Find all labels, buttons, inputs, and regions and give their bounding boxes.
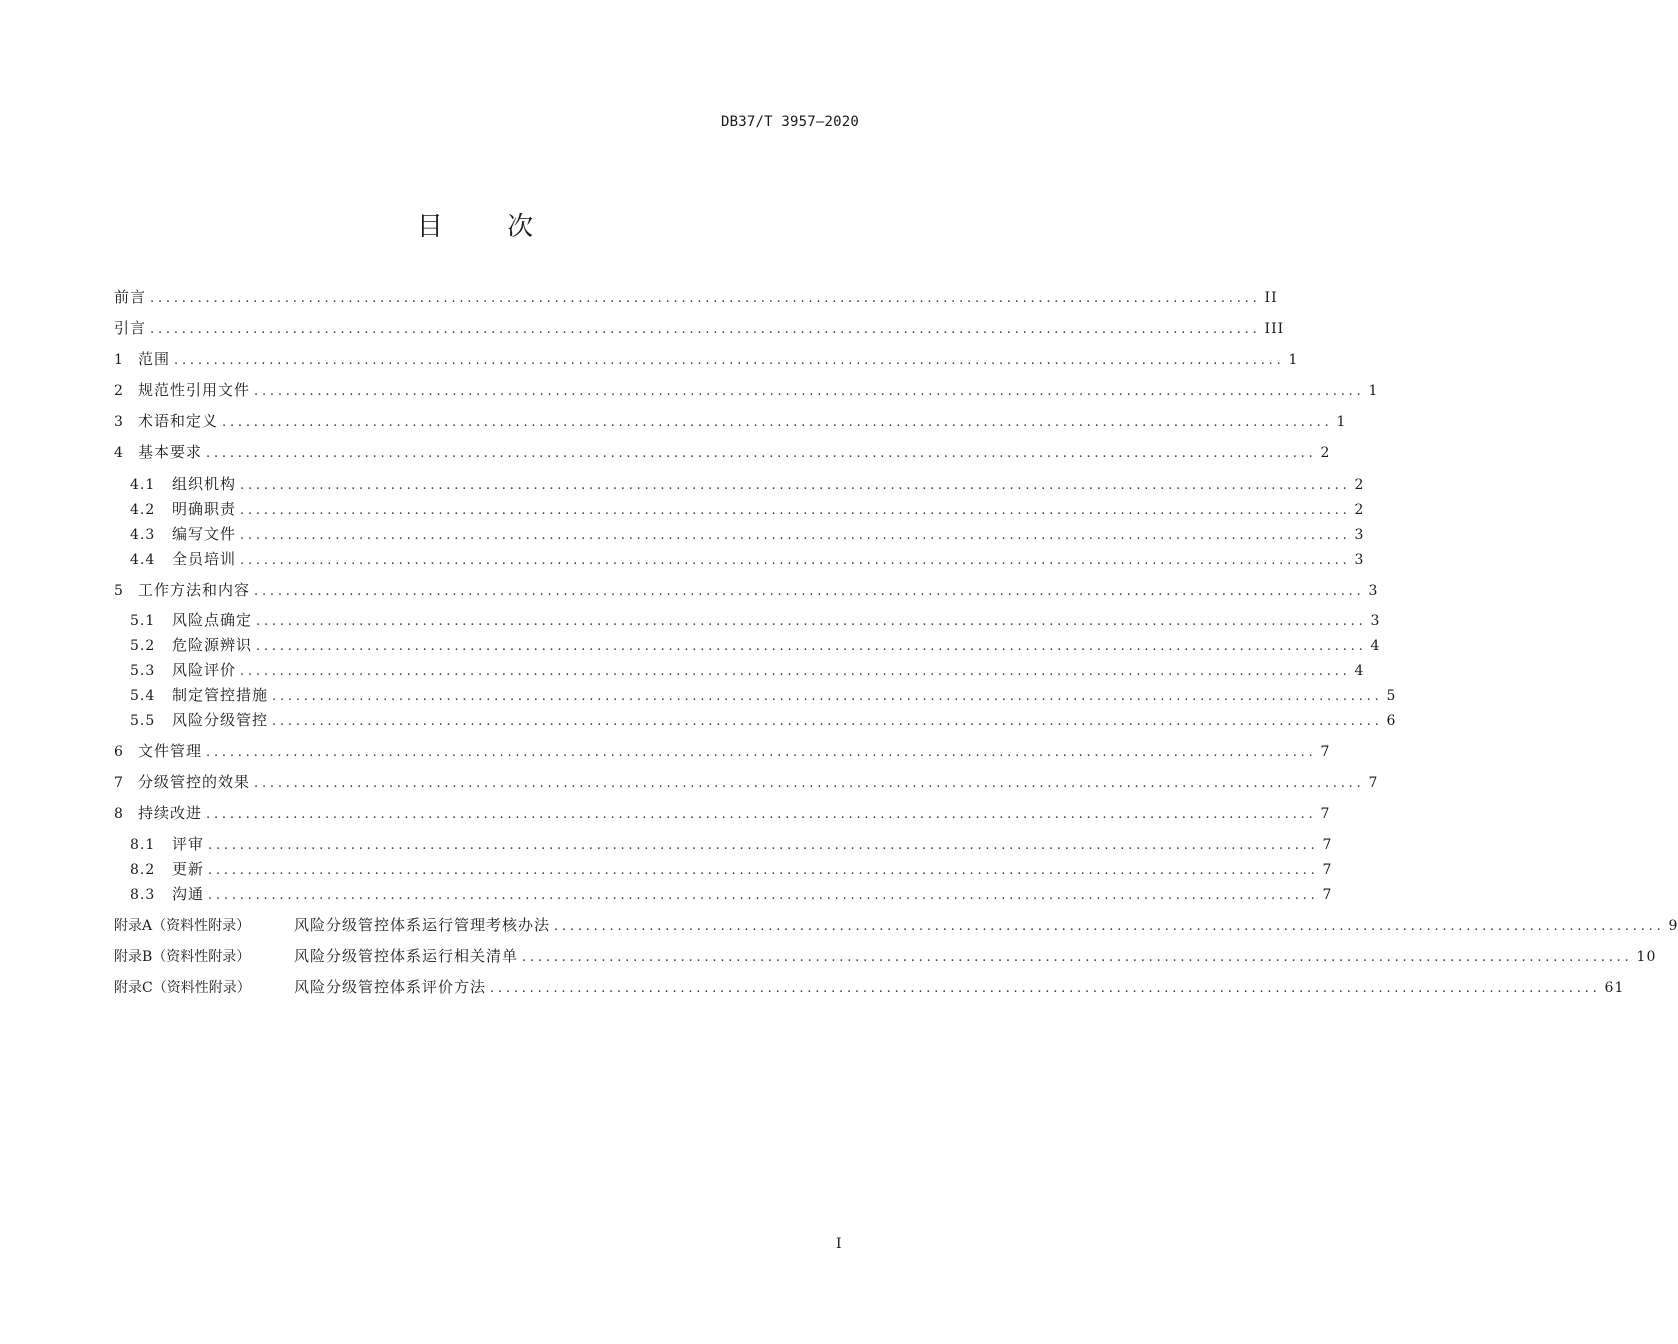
toc-dot-leader: ............................................................................................................................................ xyxy=(174,353,1285,368)
toc-entry-number: 3 xyxy=(114,414,123,430)
toc-entry-page: III xyxy=(1264,321,1285,337)
toc-entry[interactable] xyxy=(114,441,1331,463)
toc-entry[interactable] xyxy=(114,802,1331,824)
toc-entry-label: 风险分级管控体系运行相关清单 xyxy=(294,947,519,965)
toc-entry-page: 3 xyxy=(1368,583,1379,599)
toc-dot-leader: ............................................................................................................................................ xyxy=(490,981,1601,996)
toc-entry-number: 4.3 xyxy=(130,527,156,543)
toc-entry-page: 10 xyxy=(1636,949,1657,965)
toc-entry-page: 7 xyxy=(1320,744,1331,760)
toc-entry[interactable] xyxy=(114,317,1285,339)
toc-entry-label: 引言 xyxy=(114,319,147,337)
toc-entry-number: 8 xyxy=(114,806,123,822)
toc-dot-leader: ............................................................................................................................................ xyxy=(240,664,1351,679)
toc-dot-leader: ............................................................................................................................................ xyxy=(254,584,1365,599)
toc-entry-label: 风险分级管控体系评价方法 xyxy=(294,978,487,996)
toc-entry-page: 2 xyxy=(1320,445,1331,461)
toc-entry[interactable] xyxy=(114,883,1333,905)
toc-dot-leader: ............................................................................................................................................ xyxy=(240,528,1351,543)
toc-dot-leader: ............................................................................................................................................ xyxy=(272,714,1383,729)
toc-entry-label: 持续改进 xyxy=(138,804,203,822)
toc-entry-page: 6 xyxy=(1386,713,1397,729)
toc-dot-leader: ............................................................................................................................................ xyxy=(272,689,1383,704)
toc-entry-page: 61 xyxy=(1604,980,1625,996)
toc-entry-number: 5.3 xyxy=(130,663,156,679)
toc-dot-leader: ............................................................................................................................................ xyxy=(208,838,1319,853)
toc-entry[interactable] xyxy=(114,684,1397,706)
toc-entry[interactable] xyxy=(114,945,1657,967)
toc-entry-label: 风险评价 xyxy=(172,661,237,679)
toc-entry-label: 规范性引用文件 xyxy=(138,381,251,399)
toc-entry-label: 组织机构 xyxy=(172,475,237,493)
toc-entry-number: 5.2 xyxy=(130,638,156,654)
toc-dot-leader: ............................................................................................................................................ xyxy=(254,776,1365,791)
toc-entry[interactable] xyxy=(114,771,1379,793)
toc-entry-page: 3 xyxy=(1354,552,1365,568)
document-code: DB37/T 3957—2020 xyxy=(720,114,859,130)
toc-entry-page: 7 xyxy=(1322,887,1333,903)
toc-entry[interactable] xyxy=(114,348,1299,370)
toc-entry-page: II xyxy=(1264,290,1278,306)
toc-entry-label: 制定管控措施 xyxy=(172,686,269,704)
toc-entry[interactable] xyxy=(114,609,1381,631)
page-number: I xyxy=(836,1236,842,1252)
toc-entry[interactable] xyxy=(114,740,1331,762)
toc-entry-number: 1 xyxy=(114,352,123,368)
toc-entry[interactable] xyxy=(114,548,1365,570)
toc-entry-page: 2 xyxy=(1354,477,1365,493)
toc-entry-page: 4 xyxy=(1354,663,1365,679)
toc-entry-label: 风险分级管控 xyxy=(172,711,269,729)
toc-entry-number: 8.2 xyxy=(130,862,156,878)
toc-entry-number: 附录B（资料性附录） xyxy=(114,949,251,965)
toc-entry[interactable] xyxy=(114,709,1397,731)
toc-dot-leader: ............................................................................................................................................ xyxy=(222,415,1333,430)
toc-entry-page: 7 xyxy=(1368,775,1379,791)
toc-entry-number: 4.4 xyxy=(130,552,156,568)
toc-entry-label: 工作方法和内容 xyxy=(138,581,251,599)
toc-entry-label: 分级管控的效果 xyxy=(138,773,251,791)
toc-entry-number: 5.1 xyxy=(130,613,156,629)
toc-entry-number: 5 xyxy=(114,583,123,599)
toc-dot-leader: ............................................................................................................................................ xyxy=(208,863,1319,878)
toc-entry[interactable] xyxy=(114,858,1333,880)
toc-entry[interactable] xyxy=(114,286,1278,308)
toc-entry-number: 5.5 xyxy=(130,713,156,729)
toc-entry[interactable] xyxy=(114,523,1365,545)
toc-entry-number: 7 xyxy=(114,775,123,791)
toc-entry-number: 4 xyxy=(114,445,123,461)
toc-entry[interactable] xyxy=(114,976,1625,998)
toc-entry-page: 1 xyxy=(1288,352,1299,368)
toc-entry[interactable] xyxy=(114,379,1379,401)
toc-entry[interactable] xyxy=(114,498,1365,520)
toc-entry-label: 危险源辨识 xyxy=(172,636,253,654)
toc-entry-label: 更新 xyxy=(172,860,205,878)
toc-entry-number: 8.1 xyxy=(130,837,156,853)
toc-entry-page: 1 xyxy=(1368,383,1379,399)
toc-dot-leader: ............................................................................................................................................ xyxy=(240,478,1351,493)
toc-entry-page: 7 xyxy=(1322,862,1333,878)
toc-entry[interactable] xyxy=(114,634,1381,656)
toc-dot-leader: ............................................................................................................................................ xyxy=(206,807,1317,822)
toc-dot-leader: ............................................................................................................................................ xyxy=(240,553,1351,568)
toc-dot-leader: ............................................................................................................................................ xyxy=(240,503,1351,518)
toc-entry-label: 沟通 xyxy=(172,885,205,903)
toc-entry[interactable] xyxy=(114,473,1365,495)
page-title: 目 次 xyxy=(416,212,562,242)
toc-entry[interactable] xyxy=(114,410,1347,432)
toc-entry-label: 前言 xyxy=(114,288,147,306)
toc-dot-leader: ............................................................................................................................................ xyxy=(208,888,1319,903)
toc-entry[interactable] xyxy=(114,833,1333,855)
toc-entry-number: 4.2 xyxy=(130,502,156,518)
toc-entry-page: 4 xyxy=(1370,638,1381,654)
toc-entry-page: 5 xyxy=(1386,688,1397,704)
toc-dot-leader: ............................................................................................................................................ xyxy=(150,322,1261,337)
toc-entry-label: 全员培训 xyxy=(172,550,237,568)
toc-entry-label: 术语和定义 xyxy=(138,412,219,430)
toc-entry-number: 2 xyxy=(114,383,123,399)
toc-dot-leader: ............................................................................................................................................ xyxy=(206,446,1317,461)
toc-dot-leader: ............................................................................................................................................ xyxy=(554,919,1665,934)
toc-dot-leader: ............................................................................................................................................ xyxy=(256,614,1367,629)
toc-entry-number: 5.4 xyxy=(130,688,156,704)
toc-entry-page: 3 xyxy=(1354,527,1365,543)
toc-entry-label: 编写文件 xyxy=(172,525,237,543)
toc-entry-page: 2 xyxy=(1354,502,1365,518)
toc-entry-label: 范围 xyxy=(138,350,171,368)
toc-entry-label: 明确职责 xyxy=(172,500,237,518)
toc-entry-number: 8.3 xyxy=(130,887,156,903)
toc-dot-leader: ............................................................................................................................................ xyxy=(206,745,1317,760)
toc-entry-page: 7 xyxy=(1320,806,1331,822)
toc-dot-leader: ............................................................................................................................................ xyxy=(256,639,1367,654)
toc-entry-label: 评审 xyxy=(172,835,205,853)
toc-entry-page: 3 xyxy=(1370,613,1381,629)
toc-entry-page: 9 xyxy=(1668,918,1678,934)
toc-entry-label: 文件管理 xyxy=(138,742,203,760)
toc-entry-number: 附录A（资料性附录） xyxy=(114,918,251,934)
toc-entry-page: 1 xyxy=(1336,414,1347,430)
toc-entry[interactable] xyxy=(114,914,1678,936)
toc-dot-leader: ............................................................................................................................................ xyxy=(150,291,1261,306)
toc-entry-number: 6 xyxy=(114,744,123,760)
toc-entry-label: 风险点确定 xyxy=(172,611,253,629)
toc-entry[interactable] xyxy=(114,659,1365,681)
toc-entry-number: 附录C（资料性附录） xyxy=(114,980,251,996)
toc-entry[interactable] xyxy=(114,579,1379,601)
toc-entry-page: 7 xyxy=(1322,837,1333,853)
toc-entry-label: 风险分级管控体系运行管理考核办法 xyxy=(294,916,551,934)
toc-dot-leader: ............................................................................................................................................ xyxy=(254,384,1365,399)
toc-entry-label: 基本要求 xyxy=(138,443,203,461)
toc-dot-leader: ............................................................................................................................................ xyxy=(522,950,1633,965)
toc-entry-number: 4.1 xyxy=(130,477,156,493)
